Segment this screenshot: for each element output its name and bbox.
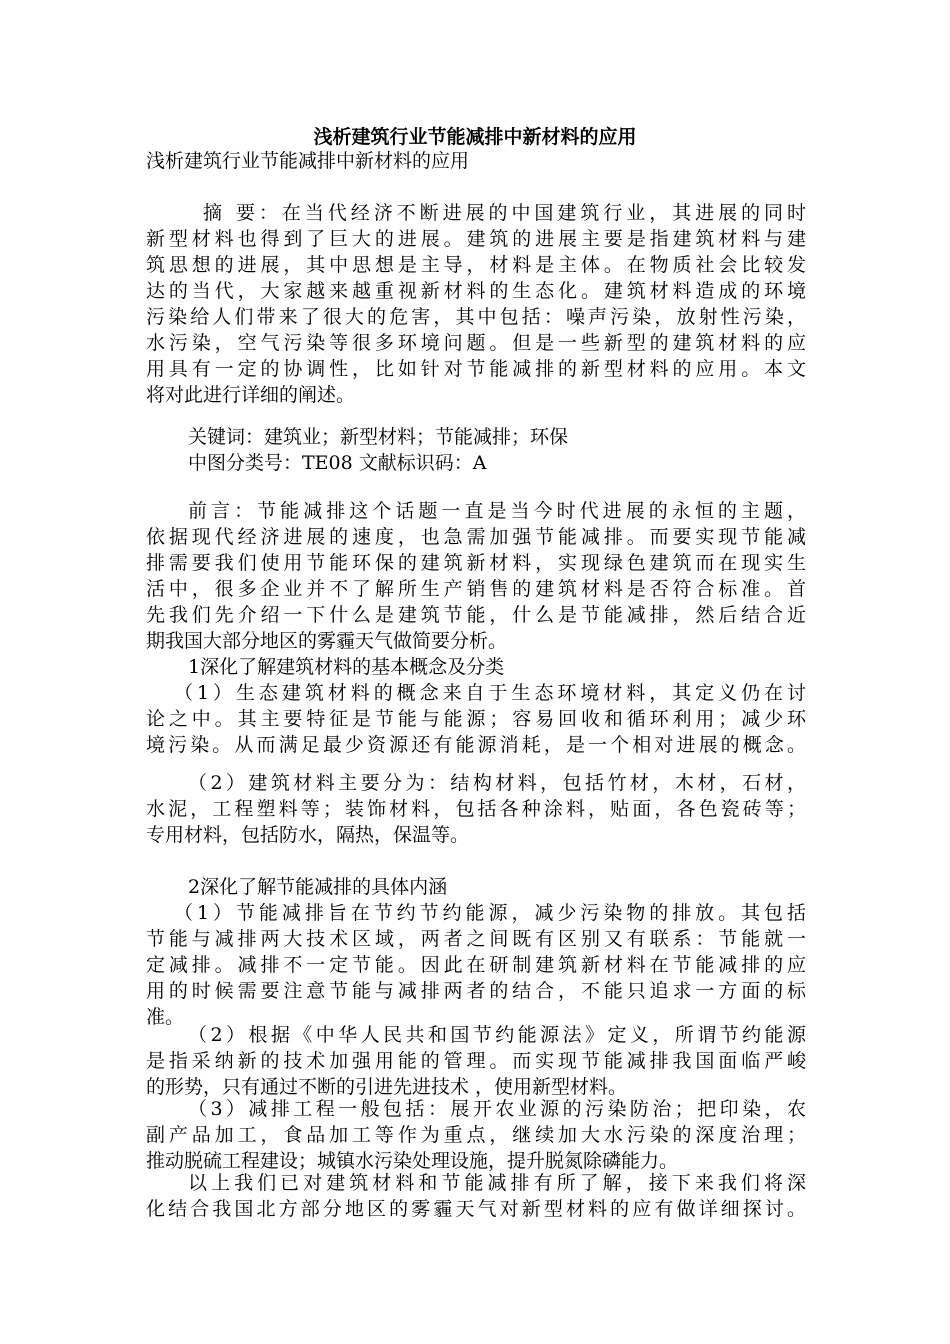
- section2-p3-line: 推动脱硫工程建设；城镇水污染处理设施，提升脱氮除磷能力。: [146, 1150, 679, 1172]
- abstract-line: 将对此进行详细的阐述。: [146, 384, 356, 406]
- document-subtitle: [146, 148, 806, 174]
- preface-line: 排需要我们使用节能环保的建筑新材料，实现绿色建筑而在现实生: [146, 552, 806, 574]
- abstract-paragraph: [146, 200, 806, 408]
- section1-p2-line: 水泥，工程塑料等；装饰材料，包括各种涂料，贴面，各色瓷砖等；: [146, 798, 806, 820]
- preface-line: 期我国大部分地区的雾霾天气做简要分析。: [146, 630, 508, 652]
- section2-paragraph-3: [146, 1096, 806, 1174]
- subtitle-text: 浅析建筑行业节能减排中新材料的应用: [146, 150, 470, 172]
- abstract-line: 用具有一定的协调性，比如针对节能减排的新型材料的应用。本文: [146, 358, 806, 380]
- abstract-line: 水污染，空气污染等很多环境问题。但是一些新型的建筑材料的应: [146, 332, 806, 354]
- preface-line: 活中，很多企业并不了解所生产销售的建筑材料是否符合标准。首: [146, 578, 806, 600]
- section1-heading: 1深化了解建筑材料的基本概念及分类: [188, 656, 505, 678]
- preface-line: 依据现代经济进展的速度，也急需加强节能减排。而要实现节能减: [146, 526, 806, 548]
- classification-line: 中图分类号：TE08 文献标识码：A: [188, 452, 487, 474]
- preface-line: 先我们先介绍一下什么是建筑节能，什么是节能减排，然后结合近: [146, 604, 806, 626]
- section2-p1-line: 用的时候需要注意节能与减排两者的结合，不能只追求一方面的标: [146, 980, 806, 1002]
- abstract-line: 污染给人们带来了很大的危害，其中包括：噪声污染，放射性污染，: [146, 306, 806, 328]
- section2-p3-line: （3）减排工程一般包括：展开农业源的污染防治；把印染，农: [188, 1098, 806, 1120]
- closing-line: 以上我们已对建筑材料和节能减排有所了解，接下来我们将深: [188, 1172, 806, 1194]
- section2-paragraph-1: [146, 900, 806, 1030]
- abstract-line: 达的当代，大家越来越重视新材料的生态化。建筑材料造成的环境: [146, 280, 806, 302]
- section1-p2-line: 专用材料，包括防水，隔热，保温等。: [146, 824, 470, 846]
- abstract-line: 摘 要：在当代经济不断进展的中国建筑行业，其进展的同时: [203, 202, 806, 224]
- section1-paragraph-1: [146, 680, 806, 758]
- section2-p1-line: 定减排。减排不一定节能。因此在研制建筑新材料在节能减排的应: [146, 954, 806, 976]
- section1-paragraph-2: [146, 770, 806, 848]
- closing-paragraph: [146, 1170, 806, 1222]
- section2-p2-line: 是指采纳新的技术加强用能的管理。而实现节能减排我国面临严峻: [146, 1050, 806, 1072]
- section1-p2-line: （2）建筑材料主要分为：结构材料，包括竹材，木材，石材，: [188, 772, 806, 794]
- section1-p1-line: 论之中。其主要特征是节能与能源；容易回收和循环利用；减少环: [146, 708, 806, 730]
- preface-paragraph: [146, 498, 806, 680]
- abstract-line: 新型材料也得到了巨大的进展。建筑的进展主要是指建筑材料与建: [146, 228, 806, 250]
- section2-p2-line: 的形势，只有通过不断的引进先进技术 ，使用新型材料。: [146, 1076, 628, 1098]
- section2-paragraph-2: [146, 1022, 806, 1100]
- section2-p3-line: 副产品加工，食品加工等作为重点，继续加大水污染的深度治理；: [146, 1124, 806, 1146]
- preface-line: 前言：节能减排这个话题一直是当今时代进展的永恒的主题，: [188, 500, 806, 522]
- keywords-line: 关键词：建筑业；新型材料；节能减排；环保: [188, 426, 569, 448]
- section2-p1-line: （1）节能减排旨在节约节约能源，减少污染物的排放。其包括: [174, 902, 806, 924]
- document-title: 浅析建筑行业节能减排中新材料的应用: [313, 126, 637, 148]
- closing-line: 化结合我国北方部分地区的雾霾天气对新型材料的应有做详细探讨。: [146, 1198, 806, 1220]
- keywords-block: [146, 424, 806, 476]
- section2-p2-line: （2）根据《中华人民共和国节约能源法》定义，所谓节约能源: [188, 1024, 806, 1046]
- section1-p1-line: （1）生态建筑材料的概念来自于生态环境材料，其定义仍在讨: [174, 682, 806, 704]
- section2-heading-block: [146, 874, 806, 900]
- section2-heading: 2深化了解节能减排的具体内涵: [188, 876, 448, 898]
- section1-p1-line: 境污染。从而满足最少资源还有能源消耗，是一个相对进展的概念。: [146, 734, 806, 756]
- abstract-line: 筑思想的进展，其中思想是主导，材料是主体。在物质社会比较发: [146, 254, 806, 276]
- section2-p1-line: 节能与减排两大技术区域，两者之间既有区别又有联系：节能就一: [146, 928, 806, 950]
- section2-p1-line: 准。: [146, 1006, 185, 1028]
